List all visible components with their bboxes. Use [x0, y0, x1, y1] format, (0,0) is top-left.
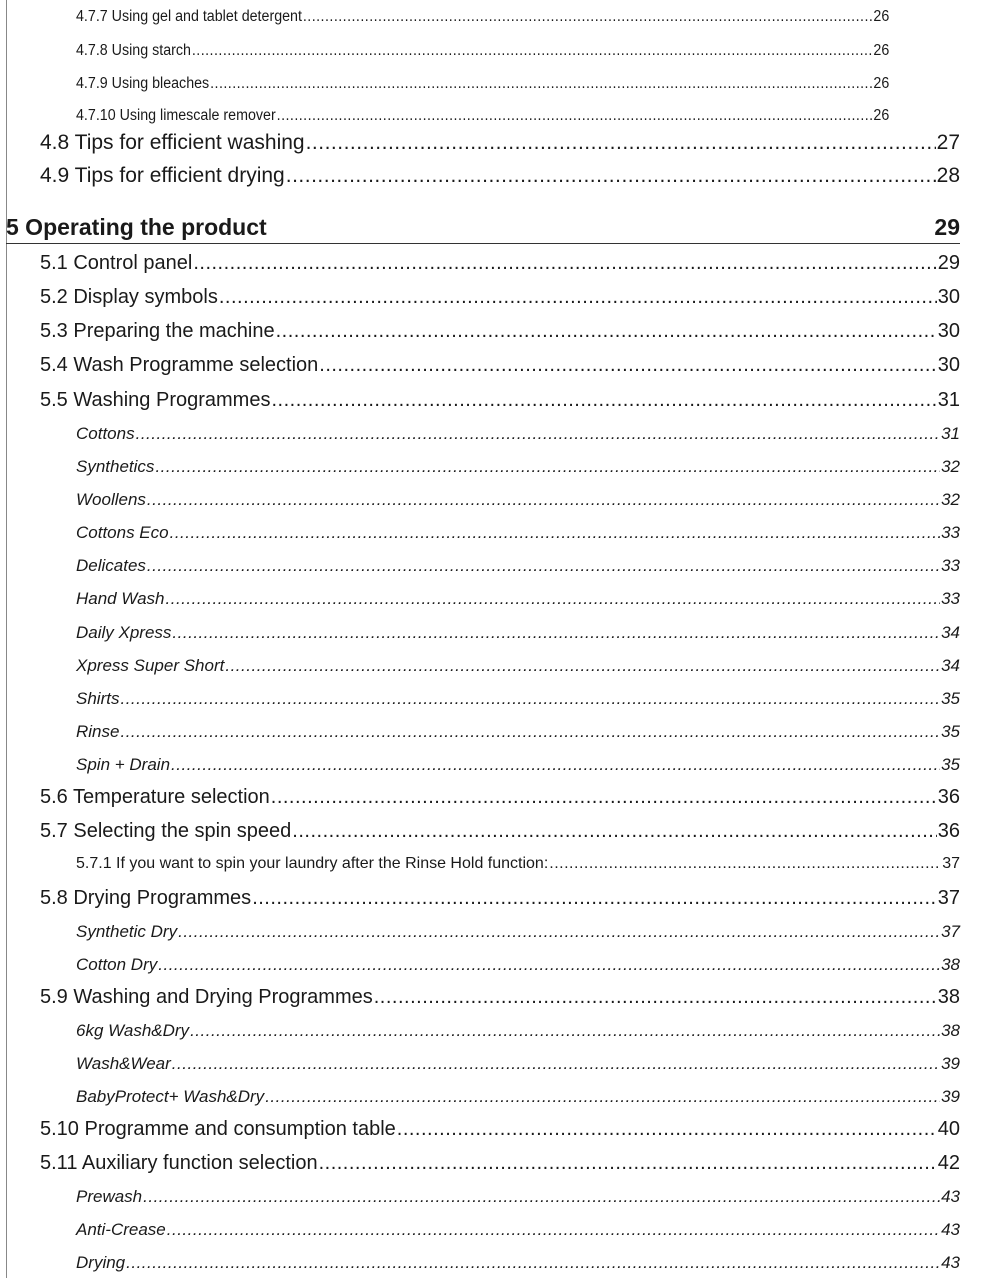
toc-entry[interactable] [40, 164, 960, 188]
dot-leader [306, 131, 936, 155]
toc-entry-label: Synthetics [76, 457, 155, 476]
toc-entry[interactable] [40, 1118, 960, 1141]
toc-entry[interactable] [76, 755, 960, 775]
toc-entry-page: 32 [941, 457, 960, 476]
toc-entry[interactable] [40, 786, 960, 809]
toc-entry-label: 5.8 Drying Programmes [40, 887, 252, 909]
toc-entry-page: 37 [941, 922, 960, 941]
toc-entry-page: 43 [941, 1220, 960, 1239]
toc-entry[interactable] [40, 354, 960, 377]
toc-entry-page: 26 [873, 75, 890, 92]
toc-entry[interactable] [40, 131, 960, 155]
toc-entry[interactable] [40, 1152, 960, 1175]
toc-entry-label: Woollens [76, 490, 146, 509]
toc-entry-page: 40 [937, 1118, 960, 1140]
toc-entry-label: Wash&Wear [76, 1054, 171, 1073]
toc-entry-page: 29 [937, 252, 960, 274]
toc-entry-label: 5.9 Washing and Drying Programmes [40, 986, 373, 1008]
dot-leader [193, 252, 936, 275]
dot-leader [265, 1087, 940, 1107]
toc-entry-page: 33 [941, 556, 960, 575]
toc-entry-page: 31 [941, 424, 960, 443]
chapter-heading[interactable] [6, 212, 960, 242]
toc-entry[interactable] [76, 689, 960, 709]
dot-leader [147, 490, 940, 510]
toc-entry-page: 27 [936, 131, 960, 154]
toc-entry[interactable] [76, 656, 960, 676]
toc-entry[interactable] [76, 75, 889, 93]
toc-entry-label: 4.7.9 Using bleaches [76, 75, 210, 92]
toc-entry[interactable] [40, 389, 960, 412]
dot-leader [120, 689, 940, 709]
dot-leader [303, 8, 873, 26]
toc-entry-page: 33 [941, 589, 960, 608]
toc-entry[interactable] [40, 887, 960, 910]
toc-entry[interactable] [76, 8, 889, 26]
dot-leader [120, 722, 940, 742]
toc-entry-label: Rinse [76, 722, 120, 741]
toc-entry-label: 4.7.8 Using starch [76, 42, 191, 59]
toc-entry[interactable] [76, 1087, 960, 1107]
dot-leader [171, 755, 940, 775]
toc-entry[interactable] [76, 922, 960, 942]
dot-leader [252, 887, 937, 910]
toc-entry-label: 4.7.7 Using gel and tablet detergent [76, 8, 302, 25]
dot-leader [190, 1021, 940, 1041]
toc-entry-label: Drying [76, 1253, 126, 1272]
toc-entry-label: 6kg Wash&Dry [76, 1021, 190, 1040]
dot-leader [158, 955, 940, 975]
chapter-rule [6, 243, 960, 244]
toc-entry-label: 5.11 Auxiliary function selection [40, 1152, 318, 1174]
dot-leader [277, 107, 873, 125]
dot-leader [136, 424, 940, 444]
left-frame-rule [6, 0, 7, 1278]
toc-entry-page: 32 [941, 490, 960, 509]
toc-entry-label: BabyProtect+ Wash&Dry [76, 1087, 265, 1106]
toc-entry[interactable] [40, 252, 960, 275]
toc-entry-page: 35 [941, 689, 960, 708]
toc-entry-label: Cotton Dry [76, 955, 158, 974]
dot-leader [397, 1118, 937, 1141]
toc-entry[interactable] [76, 42, 889, 60]
toc-entry-label: Anti-Crease [76, 1220, 166, 1239]
toc-entry-page: 43 [941, 1187, 960, 1206]
toc-entry[interactable] [76, 1054, 960, 1074]
toc-entry-page: 26 [873, 107, 890, 124]
dot-leader [172, 623, 940, 643]
toc-entry-label: 4.9 Tips for efficient drying [40, 164, 285, 187]
toc-entry-label: Prewash [76, 1187, 143, 1206]
toc-entry[interactable] [76, 107, 889, 125]
toc-entry[interactable] [76, 1220, 960, 1240]
dot-leader [286, 164, 936, 188]
dot-leader [192, 42, 873, 60]
toc-entry-label: Synthetic Dry [76, 922, 178, 941]
toc-entry-page: 36 [937, 786, 960, 808]
toc-entry[interactable] [76, 589, 960, 609]
toc-entry-page: 30 [937, 354, 960, 376]
toc-entry-page: 30 [937, 320, 960, 342]
dot-leader [292, 820, 936, 843]
toc-entry-page: 35 [941, 755, 960, 774]
toc-entry-label: Spin + Drain [76, 755, 171, 774]
toc-entry[interactable] [76, 523, 960, 543]
dot-leader [155, 457, 940, 477]
toc-entry-page: 28 [936, 164, 960, 187]
toc-entry[interactable] [40, 986, 960, 1009]
toc-entry-page: 35 [941, 722, 960, 741]
toc-entry-page: 37 [942, 855, 960, 872]
dot-leader [271, 786, 937, 809]
toc-entry-page: 38 [941, 1021, 960, 1040]
toc-entry-label: 5.4 Wash Programme selection [40, 354, 319, 376]
dot-leader [319, 1152, 937, 1175]
toc-entry-label: Xpress Super Short [76, 656, 225, 675]
toc-entry[interactable] [76, 424, 960, 444]
dot-leader [170, 523, 940, 543]
toc-entry[interactable] [76, 490, 960, 510]
toc-entry-page: 42 [937, 1152, 960, 1174]
toc-entry-label: 4.8 Tips for efficient washing [40, 131, 305, 154]
dot-leader [319, 354, 936, 377]
toc-entry-label: Cottons Eco [76, 523, 169, 542]
dot-leader [549, 855, 941, 873]
dot-leader [178, 922, 940, 942]
toc-entry[interactable] [76, 855, 960, 873]
toc-entry-page: 39 [941, 1087, 960, 1106]
toc-entry-label: Daily Xpress [76, 623, 172, 642]
toc-entry-page: 34 [941, 623, 960, 642]
toc-entry-label: 5.7.1 If you want to spin your laundry after the Rinse Hold function: [76, 855, 549, 872]
toc-entry-page: 37 [937, 887, 960, 909]
toc-entry[interactable] [76, 1187, 960, 1207]
toc-entry-label: Delicates [76, 556, 146, 575]
toc-entry[interactable] [76, 955, 960, 975]
toc-entry[interactable] [40, 286, 960, 309]
toc-entry[interactable] [40, 820, 960, 843]
toc-entry-page: 36 [937, 820, 960, 842]
toc-entry-page: 26 [873, 8, 890, 25]
toc-entry-label: 5.10 Programme and consumption table [40, 1118, 396, 1140]
chapter-page: 29 [934, 213, 960, 240]
dot-leader [374, 986, 937, 1009]
dot-leader [210, 75, 872, 93]
toc-entry-page: 31 [937, 389, 960, 411]
toc-entry[interactable] [76, 556, 960, 576]
dot-leader [147, 556, 940, 576]
dot-leader [219, 286, 937, 309]
dot-leader [172, 1054, 940, 1074]
dot-leader [126, 1253, 940, 1273]
toc-entry-page: 38 [941, 955, 960, 974]
toc-entry-label: Hand Wash [76, 589, 165, 608]
toc-entry-label: 5.1 Control panel [40, 252, 193, 274]
toc-entry[interactable] [76, 722, 960, 742]
dot-leader [276, 320, 937, 343]
toc-entry-page: 39 [941, 1054, 960, 1073]
toc-entry-label: Shirts [76, 689, 120, 708]
toc-entry-label: 5.7 Selecting the spin speed [40, 820, 292, 842]
toc-entry-label: 5.5 Washing Programmes [40, 389, 271, 411]
toc-entry[interactable] [76, 623, 960, 643]
toc-entry[interactable] [76, 1253, 960, 1273]
toc-entry-label: Cottons [76, 424, 135, 443]
toc-entry-page: 26 [873, 42, 890, 59]
dot-leader [225, 656, 940, 676]
toc-entry[interactable] [76, 457, 960, 477]
toc-entry-label: 5.2 Display symbols [40, 286, 218, 308]
toc-entry-page: 30 [937, 286, 960, 308]
dot-leader [143, 1187, 940, 1207]
dot-leader [166, 589, 941, 609]
dot-leader [167, 1220, 940, 1240]
toc-entry[interactable] [40, 320, 960, 343]
toc-entry-label: 5.6 Temperature selection [40, 786, 270, 808]
toc-entry-page: 33 [941, 523, 960, 542]
toc-entry-label: 4.7.10 Using limescale remover [76, 107, 276, 124]
toc-entry-page: 34 [941, 656, 960, 675]
toc-entry-page: 38 [937, 986, 960, 1008]
toc-entry-label: 5.3 Preparing the machine [40, 320, 275, 342]
toc-entry[interactable] [76, 1021, 960, 1041]
chapter-title: 5 Operating the product [6, 213, 267, 240]
dot-leader [271, 389, 936, 412]
toc-entry-page: 43 [941, 1253, 960, 1272]
